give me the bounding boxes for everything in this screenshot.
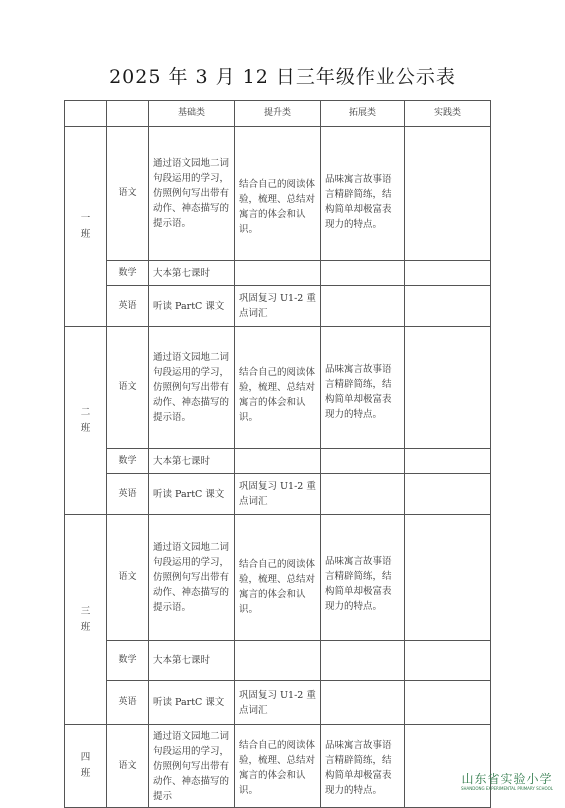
- class-label: 一 班: [65, 127, 107, 327]
- chinese-extend-task: 品味寓言故事语言精辟简练，结构简单却极富表现力的特点。: [321, 515, 405, 641]
- header-extend: 拓展类: [321, 101, 405, 127]
- homework-table: [64, 100, 491, 808]
- header-blank: [107, 101, 149, 127]
- subject-chinese: 语文: [107, 127, 149, 261]
- english-basic-task: 听读 PartC 课文: [149, 474, 235, 515]
- class-label: 二 班: [65, 327, 107, 515]
- class-label: 四 班: [65, 725, 107, 808]
- chinese-practice-task: [405, 515, 491, 641]
- chinese-basic-task: 通过语文园地二词句段运用的学习，仿照例句写出带有动作、神态描写的提示: [149, 725, 235, 808]
- subject-math: 数学: [107, 641, 149, 681]
- header-row: [65, 101, 491, 127]
- table-row: [65, 474, 491, 515]
- subject-english: 英语: [107, 286, 149, 327]
- chinese-improve-task: 结合自己的阅读体验，梳理、总结对寓言的体会和认识。: [235, 725, 321, 808]
- english-improve-task: 巩固复习 U1-2 重点词汇: [235, 474, 321, 515]
- chinese-improve-task: 结合自己的阅读体验，梳理、总结对寓言的体会和认识。: [235, 515, 321, 641]
- english-improve-task: 巩固复习 U1-2 重点词汇: [235, 286, 321, 327]
- subject-english: 英语: [107, 681, 149, 725]
- table-row: [65, 641, 491, 681]
- logo-subtext: SHANDONG EXPERIMENTAL PRIMARY SCHOOL: [460, 786, 554, 791]
- chinese-extend-task: 品味寓言故事语言精辟简练，结构简单却极富表现力的特点。: [321, 127, 405, 261]
- header-practice: 实践类: [405, 101, 491, 127]
- subject-chinese: 语文: [107, 515, 149, 641]
- header-blank: [65, 101, 107, 127]
- chinese-practice-task: [405, 327, 491, 449]
- english-basic-task: 听读 PartC 课文: [149, 681, 235, 725]
- chinese-extend-task: 品味寓言故事语言精辟简练，结构简单却极富表现力的特点。: [321, 725, 405, 808]
- page-title: 2025 年 3 月 12 日三年级作业公示表: [109, 66, 456, 88]
- chinese-practice-task: [405, 127, 491, 261]
- header-improve: 提升类: [235, 101, 321, 127]
- table-row: [65, 515, 491, 641]
- english-basic-task: 听读 PartC 课文: [149, 286, 235, 327]
- subject-chinese: 语文: [107, 327, 149, 449]
- table-row: [65, 725, 491, 808]
- english-improve-task: 巩固复习 U1-2 重点词汇: [235, 681, 321, 725]
- table-row: [65, 127, 491, 261]
- subject-english: 英语: [107, 474, 149, 515]
- school-logo: [457, 773, 557, 795]
- table-row: [65, 681, 491, 725]
- chinese-improve-task: 结合自己的阅读体验，梳理、总结对寓言的体会和认识。: [235, 327, 321, 449]
- chinese-extend-task: 品味寓言故事语言精辟简练，结构简单却极富表现力的特点。: [321, 327, 405, 449]
- logo-text: 山东省实验小学: [461, 772, 553, 786]
- table-row: [65, 449, 491, 474]
- subject-chinese: 语文: [107, 725, 149, 808]
- chinese-basic-task: 通过语文园地二词句段运用的学习，仿照例句写出带有动作、神态描写的提示语。: [149, 515, 235, 641]
- table-row: [65, 261, 491, 286]
- chinese-practice-task: [405, 725, 491, 808]
- header-basic: 基础类: [149, 101, 235, 127]
- math-basic-task: 大本第七课时: [149, 449, 235, 474]
- subject-math: 数学: [107, 261, 149, 286]
- math-basic-task: 大本第七课时: [149, 261, 235, 286]
- chinese-basic-task: 通过语文园地二词句段运用的学习，仿照例句写出带有动作、神态描写的提示语。: [149, 127, 235, 261]
- class-label: 三 班: [65, 515, 107, 725]
- table-row: [65, 286, 491, 327]
- chinese-improve-task: 结合自己的阅读体验，梳理、总结对寓言的体会和认识。: [235, 127, 321, 261]
- table-row: [65, 327, 491, 449]
- math-basic-task: 大本第七课时: [149, 641, 235, 681]
- chinese-basic-task: 通过语文园地二词句段运用的学习，仿照例句写出带有动作、神态描写的提示语。: [149, 327, 235, 449]
- subject-math: 数学: [107, 449, 149, 474]
